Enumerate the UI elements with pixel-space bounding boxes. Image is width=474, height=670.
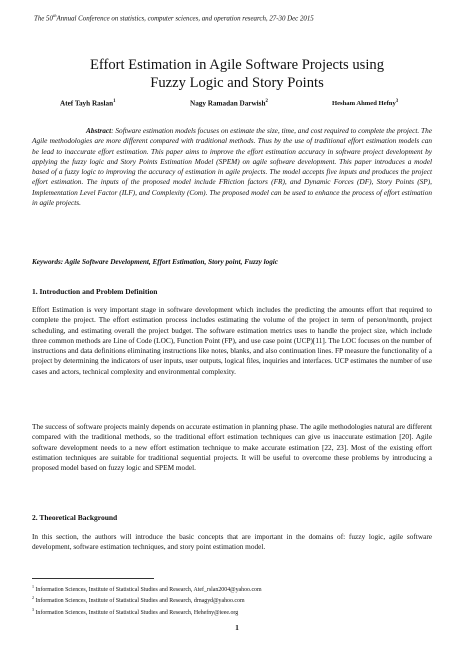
title-line-1: Effort Estimation in Agile Software Projects using [90, 57, 384, 73]
title-line-2: Fuzzy Logic and Story Points [150, 75, 324, 91]
footnotes [32, 583, 434, 617]
footnote-rule [32, 578, 154, 579]
section-heading-1: 1. Introduction and Problem Definition [32, 287, 158, 296]
abstract-label: Abstract [86, 126, 112, 135]
abstract: Abstract: Software estimation models focuses on estimate the size, time, and cost required to complete the project. The Agile methodologies are more different compared with traditional methods. Thus by the use of traditional effort estimation models can be lead to inaccurate effort estimation. This paper aims to improve the effort estimation accuracy in software project development by applying the fuzzy logic and Story Points Estimation Model (SPEM) on agile software development. This paper introduces a model based of a fuzzy logic to improving the accuracy of estimation in agile projects. The model accepts five inputs and produces the project effort estimation. The inputs of the proposed model include FRiction factors (FR), and Dynamic Forces (DF), Story Points (SP), Implementation Level Factor (ILF), and Complexity (Com). The proposed model can be used to enhance the process of effort estimation in agile projects. [32, 126, 432, 208]
running-head: The 50thAnnual Conference on statistics, computer sciences, and operation research, 27-30 Dec 2015 [34, 13, 314, 23]
author-2: Nagy Ramadan Darwish$^2$ [190, 99, 268, 108]
footnote-2: $^2$ Information Sciences, Institute of Statistical Studies and Research, drnagyd@yahoo.com [32, 595, 245, 605]
keywords: Keywords: Agile Software Development, Effort Estimation, Story point, Fuzzy logic [32, 258, 278, 266]
paper-title [40, 56, 434, 92]
section-2-paragraph-1: In this section, the authors will introduce the basic concepts that are important in the domains of: fuzzy logic, agile software development, software estimation techniques, and story point estimation model. [32, 532, 432, 552]
author-3: Hesham Ahmed Hefny$^3$ [332, 99, 399, 108]
section-1-paragraph-1: Effort Estimation is very important stage in software development which includes the predicting the amounts effort that required to complete the project. The effort estimation process includes estimating the volume of the project in term of person/month, project scheduling, and estimating overall the project budget. The software estimation metrics uses to handle the project size, which include three common methods are Line of Code (LOC), Function Point (FP), and use case point (UCP)[11]. The LOC focuses on the number of instructions and data definitions eliminating instructions like notes, blanks, and also continuation lines. FP measure the functionality of a project by determining the indicators of user inputs, user outputs, logical files, inquiries and interfaces. UCP estimates the number of use cases and actors, technical complexity and environmental complexity. [32, 305, 432, 376]
section-heading-2: 2. Theoretical Background [32, 513, 118, 522]
page-number: 1 [235, 623, 239, 632]
footnote-3: $^3$ Information Sciences, Institute of Statistical Studies and Research, Hehefny@ieee.org [32, 606, 239, 616]
abstract-text: Software estimation models focuses on estimate the size, time, and cost required to complete the project. The Agile methodologies are more different compared with traditional methods. Thus by the use of traditional effort estimation models can be lead to inaccurate effort estimation. This paper aims to improve the effort estimation accuracy in software project development by applying the fuzzy logic and Story Points Estimation Model (SPEM) on agile software development. This paper introduces a model based of a fuzzy logic to improving the accuracy of estimation in agile projects. The model accepts five inputs and produces the project effort estimation. The inputs of the proposed model include FRiction factors (FR), and Dynamic Forces (DF), Story Points (SP), Implementation Level Factor (ILF), and Complexity (Com). The proposed model can be used to enhance the process of effort estimation in agile projects. [32, 126, 432, 208]
author-1: Atef Tayh Raslan$^1$ [60, 99, 116, 108]
footnote-1: $^1$ Information Sciences, Institute of Statistical Studies and Research, Atef_rslan2004@yahoo.com [32, 584, 262, 593]
section-1-paragraph-2: The success of software projects mainly depends on accurate estimation in planning phase. The agile methodologies natural are different compared with the traditional methods, so the traditional effort estimation techniques can give us inaccurate estimation [20]. Agile software development needs to a new effort estimation technique to make accurate estimation [22, 23]. Most of the existing effort estimation techniques are suitable for traditional sequential projects. It will be useful to overcome these problems by introducing a proposed model based on fuzzy logic and SPEM model. [32, 422, 432, 473]
